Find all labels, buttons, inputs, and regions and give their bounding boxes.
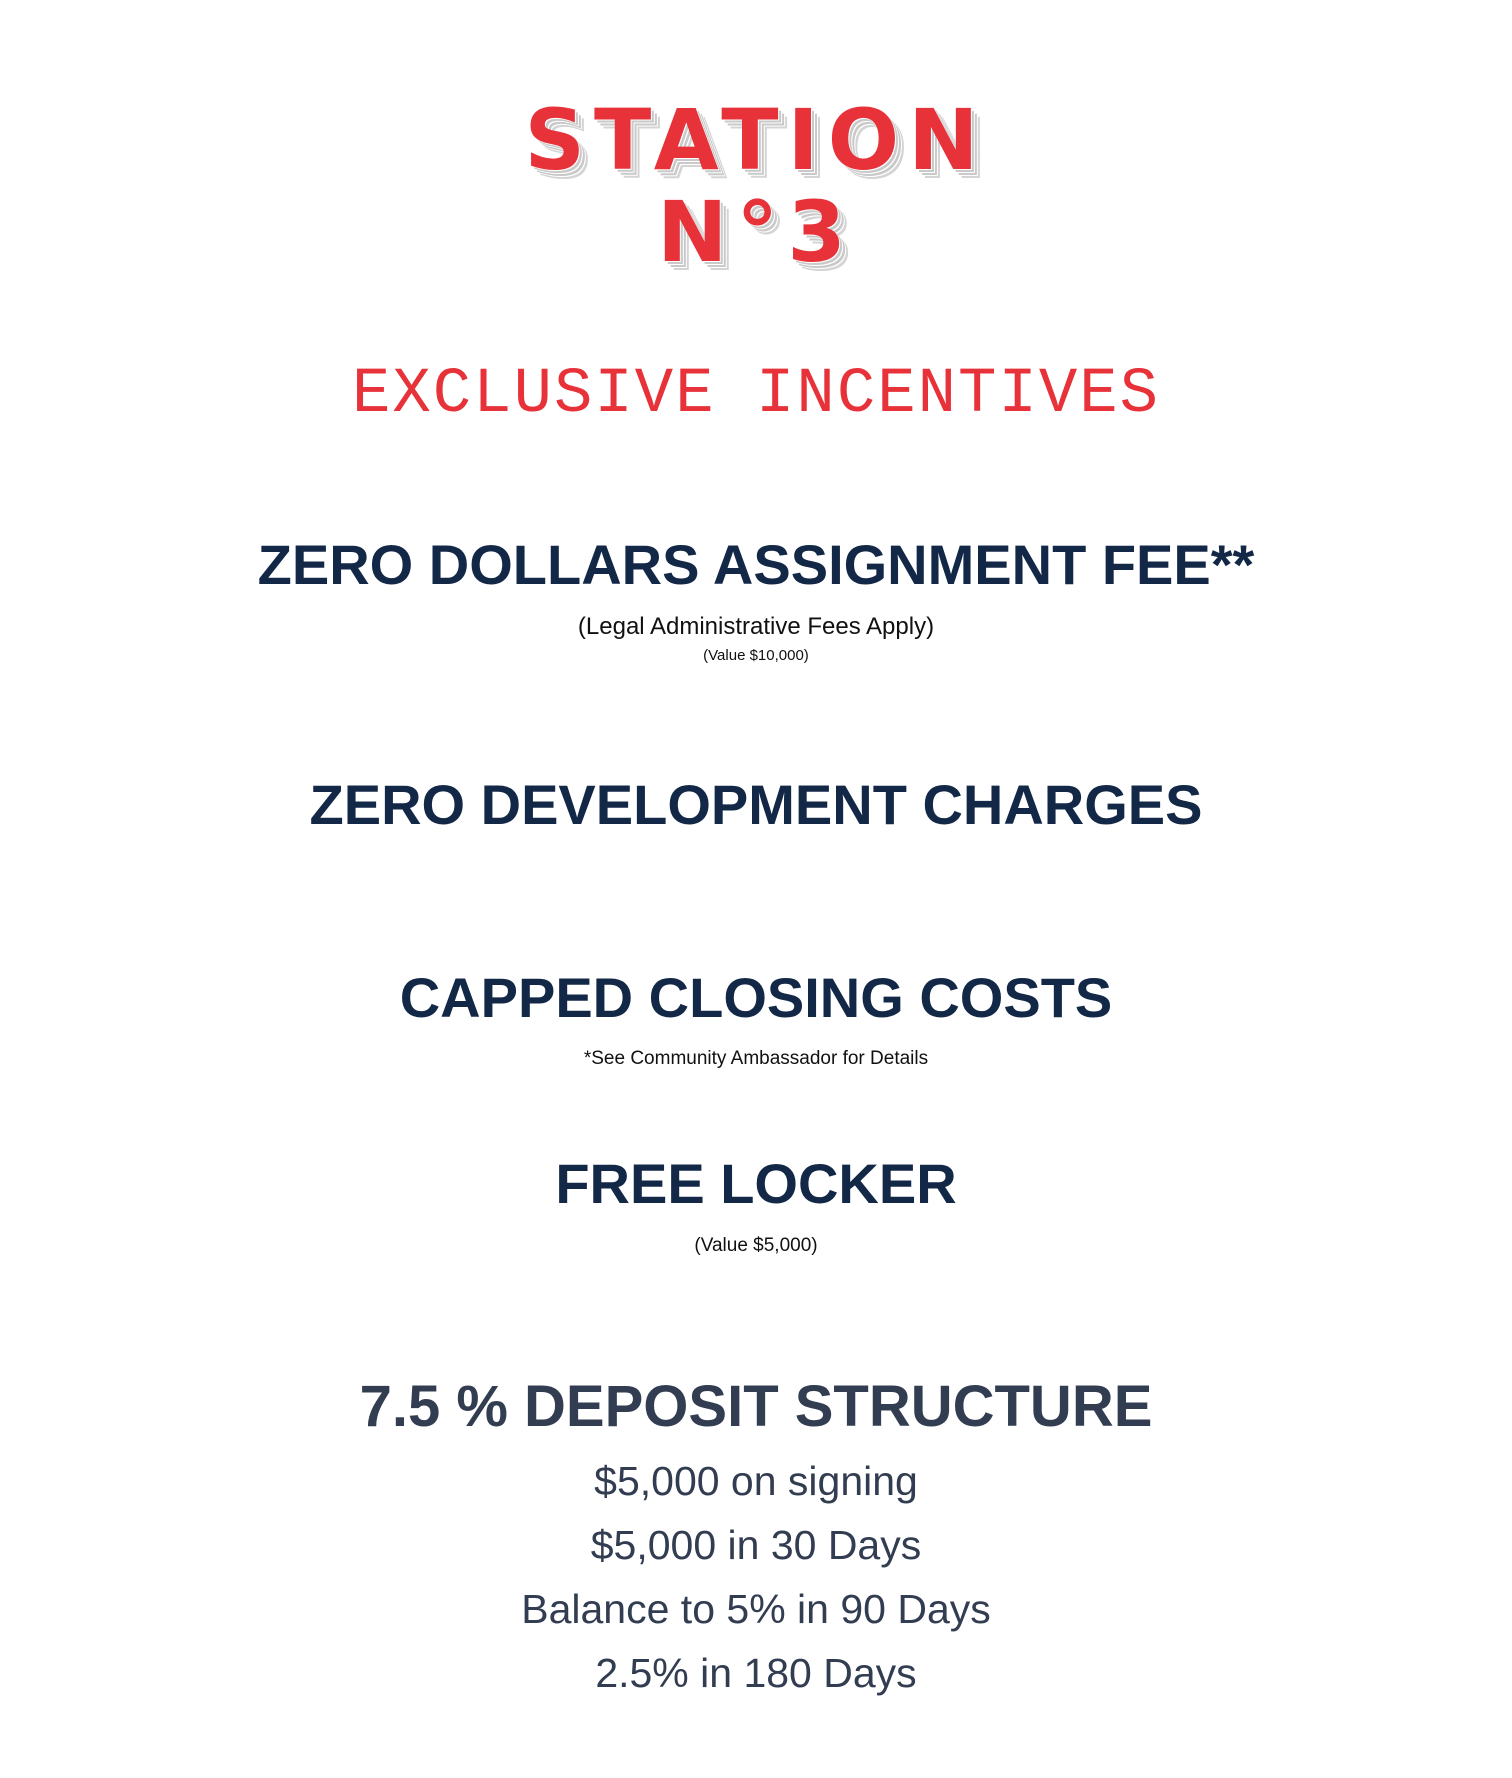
deposit-structure-heading: 7.5 % DEPOSIT STRUCTURE [359,1374,1153,1439]
free-locker-heading: FREE LOCKER [555,1152,957,1215]
assignment-fee-value: (Value $10,000) [703,647,809,664]
logo-number: N°3 [657,183,855,281]
deposit-item: Balance to 5% in 90 Days [521,1586,991,1632]
assignment-fee-heading: ZERO DOLLARS ASSIGNMENT FEE** [257,533,1255,596]
deposit-item: $5,000 on signing [594,1458,918,1504]
closing-costs-note: *See Community Ambassador for Details [583,1048,929,1069]
free-locker-value: (Value $5,000) [694,1235,818,1256]
assignment-fee-note: (Legal Administrative Fees Apply) [577,613,935,640]
logo-station: STATION [524,91,988,189]
development-charges-heading: ZERO DEVELOPMENT CHARGES [309,773,1203,836]
deposit-item: $5,000 in 30 Days [590,1522,922,1568]
deposit-item: 2.5% in 180 Days [595,1650,917,1696]
closing-costs-heading: CAPPED CLOSING COSTS [399,966,1113,1029]
tagline-heading: EXCLUSIVE INCENTIVES [351,359,1161,431]
